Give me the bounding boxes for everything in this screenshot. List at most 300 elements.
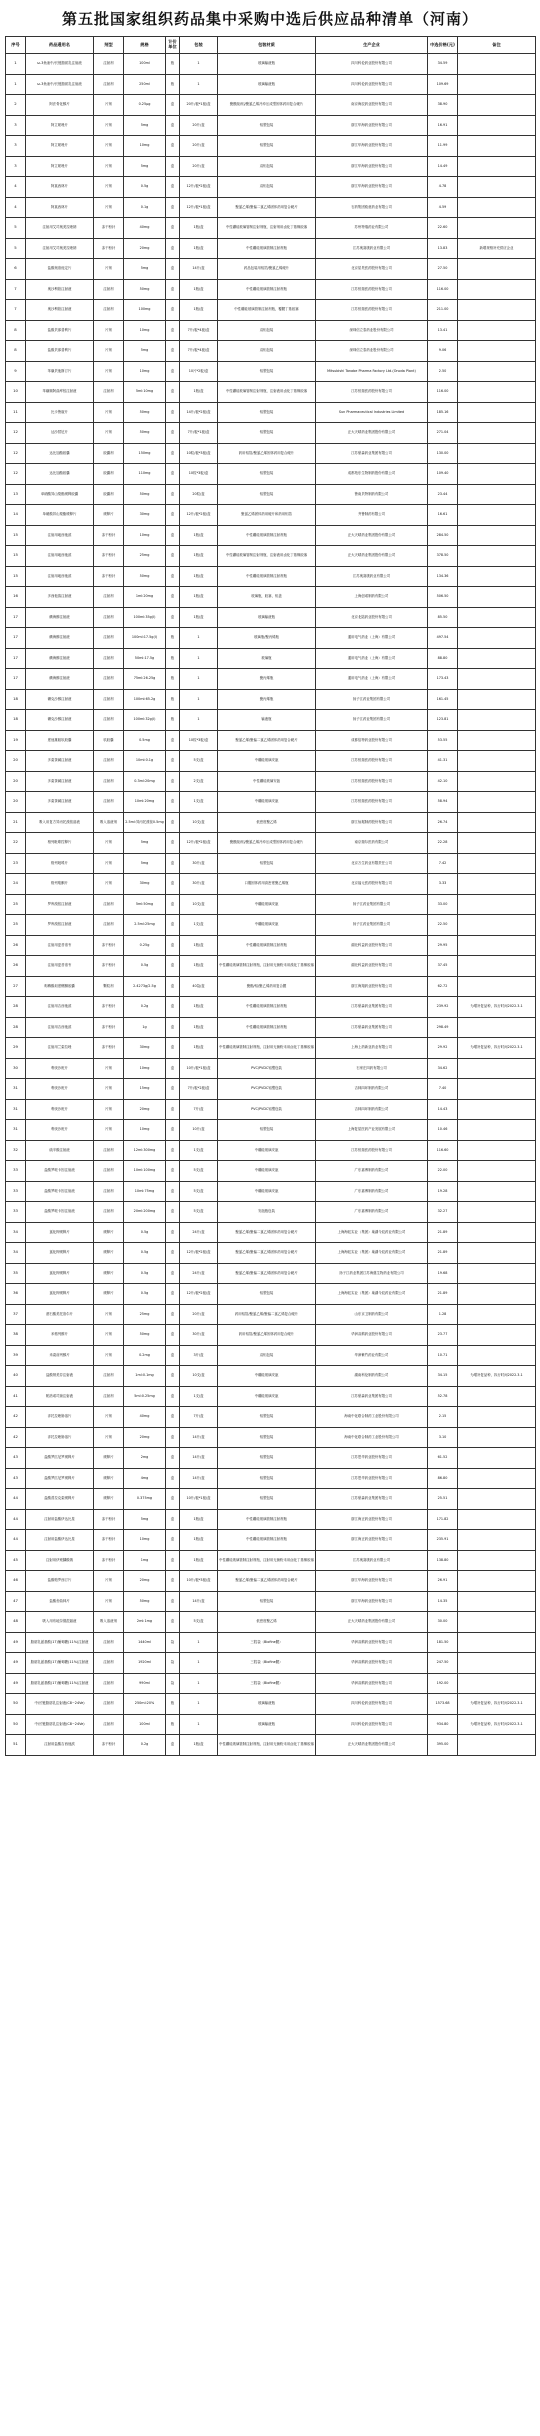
cell-unit: 盒 [166,1181,180,1202]
cell-maker: 鲁南贝特制药有限公司 [316,484,428,505]
cell-note [458,956,536,977]
cell-maker: 江苏豪森药业集团有限公司 [316,1017,428,1038]
cell-pack: 12片/板*2板/盒 [180,505,218,526]
cell-no: 43 [6,1468,26,1489]
cell-no: 9 [6,361,26,382]
cell-unit: 盒 [166,238,180,259]
cell-form: 注射剂 [94,74,124,95]
cell-note [458,1017,536,1038]
cell-material: 中性硼硅玻璃管制注射剂瓶 [218,566,316,587]
cell-material: 聚氯乙烯/聚偏二氯乙烯固体药用复合硬片 [218,730,316,751]
cell-unit: 瓶 [166,628,180,649]
cell-form: 注射剂 [94,648,124,669]
cell-no: 30 [6,1058,26,1079]
cell-maker: 浙江海正药业股份有限公司 [316,1509,428,1530]
cell-no: 12 [6,443,26,464]
cell-material: 铝塑包装 [218,464,316,485]
cell-note [458,54,536,75]
table-row [6,894,536,915]
cell-price: 62.72 [428,976,458,997]
cell-price: 21.89 [428,1243,458,1264]
header-unit: 计价单位 [166,37,180,54]
cell-unit: 盒 [166,1427,180,1448]
cell-maker: 江苏恒瑞医药股份有限公司 [316,771,428,792]
cell-unit: 瓶 [166,74,180,95]
cell-price: 22.50 [428,915,458,936]
cell-note [458,935,536,956]
cell-maker: 四川科伦药业股份有限公司 [316,54,428,75]
cell-no: 41 [6,1386,26,1407]
cell-spec: 0.1g [124,197,166,218]
cell-price: 52.78 [428,1386,458,1407]
cell-maker: 正大天晴药业集团股份有限公司 [316,546,428,567]
cell-maker: 浙江华海药业股份有限公司 [316,1571,428,1592]
cell-pack: 30片/盒 [180,853,218,874]
cell-price: 21.89 [428,1284,458,1305]
table-row [6,320,536,341]
cell-spec: 0.375mg [124,1489,166,1510]
table-row [6,1058,536,1079]
cell-maker: 湖北科益药业股份有限公司 [316,956,428,977]
cell-form: 片剂 [94,1571,124,1592]
cell-price: 395.00 [428,1735,458,1756]
cell-price: 29.95 [428,935,458,956]
cell-spec: 2.4273g/2.5g [124,976,166,997]
cell-material: 中硼硅玻璃安瓿 [218,1181,316,1202]
cell-price: 21.89 [428,1222,458,1243]
cell-material: 聚酰胺/铝/聚氯乙烯冷冲压成型固体药用复合硬片 [218,833,316,854]
cell-form: 片剂 [94,1099,124,1120]
cell-spec: 5ml:50mg [124,894,166,915]
cell-name: 盐酸舍曲林片 [26,1591,94,1612]
cell-spec: 100ml:35g(I) [124,607,166,628]
cell-spec: 40mg [124,218,166,239]
cell-form: 冻干粉针 [94,546,124,567]
cell-price: 23.77 [428,1325,458,1346]
cell-spec: 5mg [124,115,166,136]
cell-no: 33 [6,1202,26,1223]
cell-name: 中/长链脂肪乳注射液(C8~24Ve) [26,1694,94,1715]
cell-spec: 12ml:300mg [124,1140,166,1161]
cell-pack: 1瓶/盒 [180,300,218,321]
cell-form: 注射剂 [94,894,124,915]
cell-pack: 5支/盒 [180,1612,218,1633]
cell-maker: 北京北陆药业股份有限公司 [316,607,428,628]
cell-maker: 正大天晴药业集团股份有限公司 [316,525,428,546]
cell-maker: 华润双鹤药业股份有限公司 [316,1653,428,1674]
table-row [6,1530,536,1551]
cell-price: 3.10 [428,1427,458,1448]
cell-pack: 20片/板*1板/盒 [180,95,218,116]
cell-spec: 1440ml [124,1632,166,1653]
cell-note [458,1181,536,1202]
cell-material: 中性硼硅玻璃管制注射剂瓶 [218,525,316,546]
cell-no: 29 [6,1038,26,1059]
cell-pack: 12片/板*2板/盒 [180,177,218,198]
cell-material: 铝塑包装 [218,136,316,157]
table-row [6,1284,536,1305]
cell-form: 注射剂 [94,710,124,731]
table-row [6,525,536,546]
cell-material: 玻璃瓶，胶塞，铝盖 [218,587,316,608]
cell-form: 注射剂 [94,689,124,710]
cell-price: 2.15 [428,1407,458,1428]
table-row [6,669,536,690]
cell-form: 片剂 [94,874,124,895]
cell-unit: 盒 [166,915,180,936]
cell-material: 中性硼硅玻璃管制注射剂瓶，注射用无菌粉末用溴化丁基橡胶塞 [218,956,316,977]
cell-no: 33 [6,1161,26,1182]
cell-material: 聚氯乙烯/聚偏二氯乙烯固体药用复合硬片 [218,1222,316,1243]
cell-name: 脂肪乳氨基酸(17)葡萄糖(11%)注射液 [26,1653,94,1674]
cell-spec: 5mg [124,853,166,874]
cell-unit: 盒 [166,1489,180,1510]
cell-spec: 20mg [124,1427,166,1448]
cell-unit: 盒 [166,1099,180,1120]
cell-form: 注射剂 [94,1386,124,1407]
cell-note [458,1550,536,1571]
cell-unit: 盒 [166,156,180,177]
cell-pack: 30片/盒 [180,1325,218,1346]
cell-unit: 盒 [166,607,180,628]
cell-no: 3 [6,115,26,136]
cell-maker: 苏州特瑞药业有限公司 [316,218,428,239]
cell-name: 碘海醇注射液 [26,648,94,669]
table-row [6,915,536,936]
header-row [6,37,536,54]
cell-spec: 250ml:20% [124,1694,166,1715]
cell-no: 39 [6,1345,26,1366]
table-row [6,238,536,259]
cell-material: 中性硼硅玻璃管制注射剂瓶 [218,997,316,1018]
cell-pack: 1瓶/盒 [180,1038,218,1059]
cell-note [458,628,536,649]
cell-material: 铝塑包装 [218,361,316,382]
cell-material: 聚酯/铝/聚乙烯药用复合膜 [218,976,316,997]
cell-material: 药用铝箔/聚氯乙烯固体药用复合硬片 [218,1325,316,1346]
cell-material: 双铝包装 [218,156,316,177]
cell-material: 铝塑包装 [218,1427,316,1448]
cell-form: 注射剂 [94,1181,124,1202]
cell-pack: 20片/盒 [180,156,218,177]
cell-material: 中性硼硅玻璃管制注射剂瓶，注射液用卤化丁基橡胶塞 [218,546,316,567]
cell-maker: 浙江华海药业股份有限公司 [316,177,428,198]
cell-price: 22.28 [428,833,458,854]
cell-spec: 50mg [124,484,166,505]
cell-spec: 25mg [124,1304,166,1325]
cell-pack: 10片*2板/盒 [180,361,218,382]
cell-name: 盐酸纳美芬注射液 [26,1366,94,1387]
cell-unit: 盒 [166,259,180,280]
cell-note [458,259,536,280]
cell-name: 注射用兰索拉唑 [26,1038,94,1059]
cell-spec: 5ml:10mg [124,382,166,403]
table-row [6,1386,536,1407]
cell-name: 注射用地西他滨 [26,566,94,587]
table-row [6,1366,536,1387]
cell-price: 2.50 [428,361,458,382]
cell-maker: 江苏恩华药业股份有限公司 [316,1468,428,1489]
cell-unit: 盒 [166,1325,180,1346]
table-row [6,1571,536,1592]
cell-name: 苯磺贝他斯汀片 [26,361,94,382]
cell-price: 14.43 [428,1099,458,1120]
table-row [6,1673,536,1694]
cell-name: 米索前列醇片 [26,1345,94,1366]
cell-note [458,874,536,895]
cell-no: 15 [6,566,26,587]
cell-spec: 0.3ml:20mg [124,771,166,792]
table-row [6,1038,536,1059]
cell-pack: 14片/板*2板/盒 [180,402,218,423]
cell-no: 6 [6,259,26,280]
cell-no: 7 [6,300,26,321]
cell-name: 注射用地西他滨 [26,546,94,567]
cell-form: 注射剂 [94,54,124,75]
cell-pack: 10粒*3板/盒 [180,464,218,485]
cell-name: 阿法骨化醇片 [26,95,94,116]
cell-spec: 10mg [124,361,166,382]
cell-spec: 2.5ml:异丙托溴铵0.5mg [124,812,166,833]
cell-maker: 江苏恒瑞医药股份有限公司 [316,382,428,403]
cell-maker: 江苏奥赛康药业有限公司 [316,1550,428,1571]
cell-form: 缓释片 [94,1263,124,1284]
cell-note [458,300,536,321]
cell-pack: 20片/盒 [180,136,218,157]
cell-form: 软胶囊 [94,730,124,751]
cell-unit: 盒 [166,361,180,382]
cell-note [458,792,536,813]
cell-material: 聚酰胺/铝/聚氯乙烯冷冲压成型固体药用复合硬片 [218,95,316,116]
cell-form: 冻干粉针 [94,238,124,259]
cell-material: 中硼硅玻璃安瓿 [218,1161,316,1182]
cell-maker: 上海创诺制药有限公司 [316,587,428,608]
cell-note [458,1243,536,1264]
cell-pack: 1瓶/盒 [180,935,218,956]
cell-maker: 广东嘉博制药有限公司 [316,1161,428,1182]
cell-unit: 盒 [166,1366,180,1387]
cell-name: 阿立哌唑片 [26,115,94,136]
table-row [6,648,536,669]
cell-price: 247.50 [428,1653,458,1674]
cell-material: 铝塑包装 [218,484,316,505]
cell-material: 铝塑包装 [218,1489,316,1510]
cell-no: 17 [6,648,26,669]
cell-pack: 10片/板*1板/盒 [180,1058,218,1079]
cell-spec: 110mg [124,464,166,485]
cell-name: 注射用艾司奥美拉唑钠 [26,238,94,259]
cell-name: 酒石酸美托洛尔片 [26,1304,94,1325]
cell-no: 36 [6,1284,26,1305]
cell-maker: 上海复星医药产业发展有限公司 [316,1120,428,1141]
cell-note [458,1468,536,1489]
cell-form: 冻干粉针 [94,1017,124,1038]
cell-maker: 上海海虹实业（集团）巢湖今辰药业有限公司 [316,1222,428,1243]
cell-note [458,484,536,505]
cell-no: 8 [6,341,26,362]
cell-unit: 盒 [166,1407,180,1428]
cell-maker: 正大天晴药业集团股份有限公司 [316,1612,428,1633]
table-row [6,771,536,792]
cell-note [458,1263,536,1284]
table-row [6,464,536,485]
cell-name: ω-3鱼油中/长链脂肪乳注射液 [26,74,94,95]
cell-unit: 盒 [166,1202,180,1223]
cell-form: 冻干粉针 [94,525,124,546]
table-row [6,484,536,505]
cell-note [458,341,536,362]
cell-material: 中硼硅玻璃安瓿 [218,894,316,915]
cell-name: 氯化钾缓释片 [26,1263,94,1284]
table-row [6,1079,536,1100]
cell-form: 缓释片 [94,1448,124,1469]
cell-no: 23 [6,853,26,874]
cell-pack: 10片/板*3板/盒 [180,1571,218,1592]
table-row [6,177,536,198]
cell-form: 冻干粉针 [94,1038,124,1059]
cell-pack: 10片/盒 [180,1120,218,1141]
cell-pack: 14片/盒 [180,1448,218,1469]
cell-no: 11 [6,402,26,423]
cell-spec: 0.2mg [124,1345,166,1366]
cell-form: 片剂 [94,833,124,854]
cell-material: 铝塑包装 [218,853,316,874]
cell-material: PVC/PVDC铝塑包装 [218,1079,316,1100]
cell-note [458,1509,536,1530]
cell-pack: 14片/盒 [180,1468,218,1489]
cell-maker: 江苏奥赛康药业有限公司 [316,566,428,587]
cell-form: 片剂 [94,1058,124,1079]
cell-note [458,1407,536,1428]
cell-spec: 100mg [124,300,166,321]
cell-no: 21 [6,812,26,833]
cell-material: 三腔袋（Biofine膜） [218,1653,316,1674]
cell-price: 10.71 [428,1345,458,1366]
header-material: 包装材质 [218,37,316,54]
cell-price: 298.49 [428,1017,458,1038]
cell-maker: 扬子江药业集团有限公司 [316,915,428,936]
cell-note: 新增规格补充供应企业 [458,238,536,259]
cell-form: 注射剂 [94,1714,124,1735]
cell-price: 181.50 [428,1632,458,1653]
cell-price: 1573.68 [428,1694,458,1715]
cell-unit: 盒 [166,771,180,792]
cell-price: 85.50 [428,607,458,628]
cell-note [458,566,536,587]
cell-name: 比卡鲁胺片 [26,402,94,423]
cell-unit: 盒 [166,464,180,485]
table-row [6,74,536,95]
cell-price: 19.68 [428,1263,458,1284]
cell-material: 铝塑包装 [218,402,316,423]
cell-note [458,710,536,731]
cell-unit: 盒 [166,218,180,239]
cell-maker: 正大天晴药业集团股份有限公司 [316,1735,428,1756]
cell-note [458,1632,536,1653]
cell-name: 多西他赛注射液 [26,587,94,608]
cell-no: 20 [6,751,26,772]
cell-price: 284.50 [428,525,458,546]
cell-note [458,95,536,116]
cell-form: 注射剂 [94,1140,124,1161]
table-row [6,423,536,444]
cell-form: 片剂 [94,177,124,198]
cell-pack: 14片/盒 [180,259,218,280]
cell-pack: 1瓶/盒 [180,587,218,608]
cell-no: 44 [6,1509,26,1530]
cell-note [458,771,536,792]
cell-name: 碘海醇注射液 [26,669,94,690]
cell-spec: 20mg [124,1571,166,1592]
cell-maker: 江苏恒瑞医药股份有限公司 [316,279,428,300]
cell-no: 4 [6,177,26,198]
cell-form: 片剂 [94,1120,124,1141]
cell-maker: 齐鲁制药有限公司 [316,505,428,526]
cell-note: 为增补复品种，执行时间2022.3.1 [458,1694,536,1715]
cell-spec: 10mg [124,1120,166,1141]
cell-no: 45 [6,1550,26,1571]
cell-maker: 江苏恒瑞医药股份有限公司 [316,751,428,772]
cell-unit: 盒 [166,935,180,956]
cell-name: 碘克沙醇注射液 [26,689,94,710]
cell-note [458,1120,536,1141]
cell-name: 多索茶碱注射液 [26,771,94,792]
cell-spec: 50mg [124,566,166,587]
cell-unit: 盒 [166,894,180,915]
cell-spec: 50mg [124,1325,166,1346]
cell-note: 为增补复品种，执行时间2022.3.1 [458,997,536,1018]
table-row [6,136,536,157]
cell-pack: 1 [180,1673,218,1694]
cell-name: 苯磺顺阿曲库铵注射液 [26,382,94,403]
cell-maker: 湖北科益药业股份有限公司 [316,935,428,956]
cell-no: 7 [6,279,26,300]
cell-maker: 浙江海翔药业股份有限公司 [316,976,428,997]
cell-unit: 盒 [166,525,180,546]
cell-no: 5 [6,238,26,259]
cell-unit: 盒 [166,1079,180,1100]
cell-unit: 盒 [166,300,180,321]
cell-price: 4.78 [428,177,458,198]
cell-maker: 海南中化联合制药工业股份有限公司 [316,1427,428,1448]
document-title: 第五批国家组织药品集中采购中选后供应品种清单（河南） [61,10,478,28]
cell-price: 138.80 [428,1550,458,1571]
cell-pack: 1瓶/盒 [180,218,218,239]
cell-no: 48 [6,1612,26,1633]
cell-note [458,1284,536,1305]
cell-form: 片剂 [94,1304,124,1325]
cell-form: 片剂 [94,853,124,874]
cell-note [458,648,536,669]
cell-form: 注射剂 [94,751,124,772]
cell-pack: 1瓶/盒 [180,956,218,977]
cell-no: 24 [6,874,26,895]
cell-price: 22.00 [428,1161,458,1182]
cell-price: 271.04 [428,423,458,444]
cell-note: 为增补复品种，执行时间2022.3.1 [458,1038,536,1059]
cell-price: 16.91 [428,115,458,136]
cell-unit: 盒 [166,587,180,608]
cell-pack: 1瓶/盒 [180,1550,218,1571]
table-row [6,95,536,116]
cell-price: 33.00 [428,894,458,915]
cell-spec: 10mg [124,1530,166,1551]
cell-pack: 14片/盒 [180,1427,218,1448]
cell-unit: 盒 [166,115,180,136]
table-row [6,1448,536,1469]
cell-form: 注射剂 [94,607,124,628]
cell-material: 中性硼硅玻璃管制注射剂瓶 [218,1017,316,1038]
